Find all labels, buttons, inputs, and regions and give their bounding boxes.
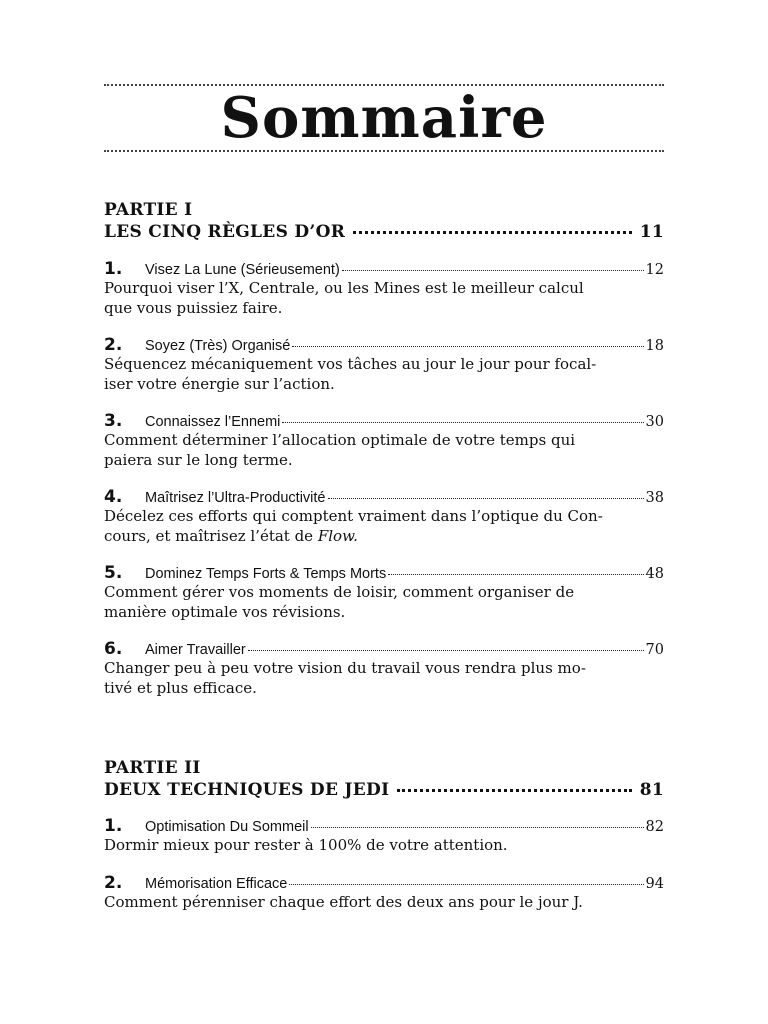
part-heading-2 [104,757,664,801]
toc-entry [104,639,664,698]
entry-description [104,355,664,394]
part-title: DEUX TECHNIQUES DE JEDI [104,780,390,800]
entry-number: 1. [104,816,123,836]
toc-entry [104,563,664,622]
entry-description [104,431,664,470]
entry-description-line: Pourquoi viser l’X, Centrale, ou les Mines est le meilleur calcul [104,279,584,297]
toc-entry-link[interactable] [104,487,664,509]
part-title: LES CINQ RÈGLES D’OR [104,222,346,242]
dot-leader [248,650,644,651]
entry-number: 2. [104,873,123,893]
entry-number: 4. [104,487,123,507]
entry-page-number: 48 [645,566,664,582]
entry-description [104,583,664,622]
entry-description [104,659,664,698]
entry-description-line: paiera sur le long terme. [104,450,293,469]
toc-entry [104,335,664,394]
part-title-row[interactable] [104,221,664,243]
entry-description-italic: Flow. [317,526,358,545]
entry-page-number: 12 [645,262,664,278]
toc-entry-link[interactable] [104,873,664,895]
entry-description-line: Dormir mieux pour rester à 100% de votre attention. [104,836,508,854]
part-page-number: 81 [639,780,664,800]
toc-entry [104,816,664,856]
entry-number: 6. [104,639,123,659]
toc-entry [104,411,664,470]
dot-leader [397,789,631,792]
entry-page-number: 82 [645,819,664,835]
toc-entry-link[interactable] [104,335,664,357]
entry-page-number: 18 [645,338,664,354]
part-title-row[interactable] [104,779,664,801]
dot-leader [328,498,644,499]
entry-title: Soyez (Très) Organisé [145,338,291,354]
part-label: PARTIE II [104,758,201,778]
part-label: PARTIE I [104,200,193,220]
entry-title: Optimisation Du Sommeil [145,819,309,835]
page-title: Sommaire [220,85,548,151]
entry-title: Visez La Lune (Sérieusement) [145,262,340,278]
bottom-dotted-rule [104,150,664,152]
dot-leader [282,422,643,423]
dot-leader [289,884,643,885]
toc-entry-link[interactable] [104,411,664,433]
entry-page-number: 70 [645,642,664,658]
entry-description-line: manière optimale vos révisions. [104,602,346,621]
entry-description-line: Changer peu à peu votre vision du travail vous rendra plus mo- [104,659,586,677]
toc-entry-link[interactable] [104,563,664,585]
dot-leader [353,231,632,234]
entry-description-line: tivé et plus efficace. [104,678,257,697]
entry-description-line: Comment pérenniser chaque effort des deux ans pour le jour J. [104,893,583,911]
dot-leader [292,346,643,347]
entry-description-line [104,527,664,547]
entry-description [104,836,664,856]
entry-page-number: 94 [645,876,664,892]
entry-title: Mémorisation Efficace [145,876,288,892]
dot-leader [388,574,643,575]
dot-leader [342,270,644,271]
entry-description-line: iser votre énergie sur l’action. [104,374,335,393]
entry-number: 2. [104,335,123,355]
entry-description [104,279,664,318]
entry-number: 1. [104,259,123,279]
toc-entry [104,487,664,546]
entry-page-number: 38 [645,490,664,506]
toc-entry-link[interactable] [104,816,664,838]
part-heading-1 [104,199,664,243]
entry-description-line: Décelez ces efforts qui comptent vraiment dans l’optique du Con- [104,507,603,525]
entry-description-line: que vous puissiez faire. [104,298,283,317]
entry-page-number: 30 [645,414,664,430]
toc-entry-link[interactable] [104,639,664,661]
entry-description-line: Comment déterminer l’allocation optimale de votre temps qui [104,431,576,449]
entry-description [104,507,664,546]
entry-number: 3. [104,411,123,431]
toc-entry [104,259,664,318]
entry-number: 5. [104,563,123,583]
toc-entry-link[interactable] [104,259,664,281]
part-page-number: 11 [639,222,664,242]
entry-description [104,893,664,913]
entry-description-line: Séquencez mécaniquement vos tâches au jour le jour pour focal- [104,355,597,373]
dot-leader [311,827,644,828]
entry-title: Aimer Travailler [145,642,246,658]
toc-entry [104,873,664,913]
entry-description-text: cours, et maîtrisez l’état de [104,526,314,545]
entry-title: Maîtrisez l’Ultra-Productivité [145,490,326,506]
entry-title: Connaissez l’Ennemi [145,414,281,430]
entry-title: Dominez Temps Forts & Temps Morts [145,566,387,582]
entry-description-line: Comment gérer vos moments de loisir, comment organiser de [104,583,575,601]
